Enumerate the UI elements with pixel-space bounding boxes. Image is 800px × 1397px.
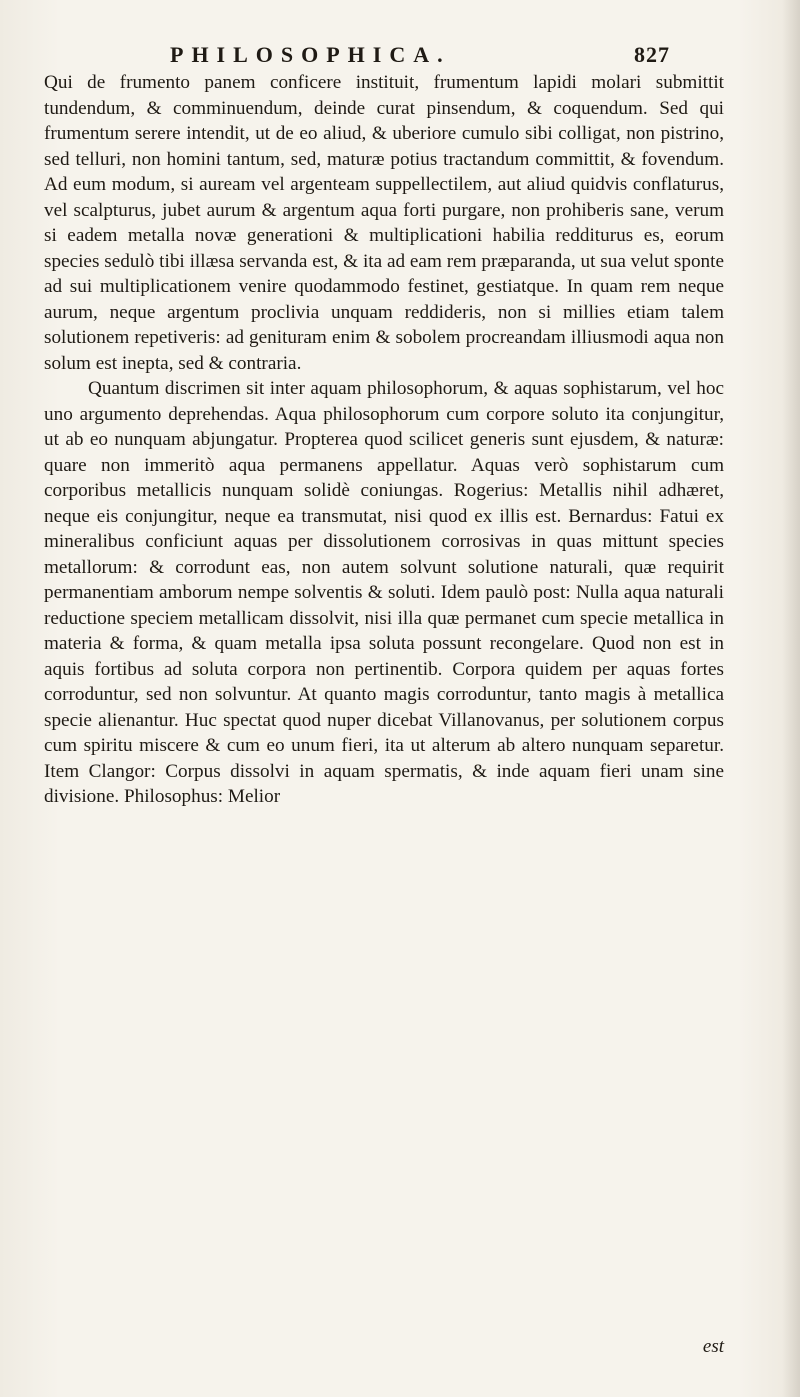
paragraph-2: Quantum discrimen sit inter aquam philosophorum, & aquas sophistarum, vel hoc uno argumento deprehendas. Aqua philosophorum cum corpore soluto ita conjungitur, ut ab eo nunquam abjungatur. Propterea quod scilicet generis sunt ejusdem, & naturæ: quare non immeritò aqua permanens appellatur. Aquas verò sophistarum cum corporibus metallicis nunquam solidè coniungas. Rogerius: Metallis nihil adhæret, neque eis conjungitur, neque ea transmutat, nisi quod ex illis est. Bernardus: Fatui ex mineralibus conficiunt aquas per dissolutionem corrosivas in quas mittunt species metallorum: & corrodunt eas, non autem solvunt solutione naturali, quæ requirit permanentiam amborum nempe solventis & soluti. Idem paulò post: Nulla aqua naturali reductione speciem metallicam dissolvit, nisi illa quæ permanet cum specie metallica in materia & forma, & quam metalla ipsa soluta possunt recongelare. Quod non est in aquis fortibus ad soluta corpora non pertinentib. Corpora quidem per aquas fortes corroduntur, sed non solvuntur. At quanto magis corroduntur, tanto magis à metallica specie alienantur. Huc spectat quod nuper dicebat Villanovanus, per solutionem corpus cum spiritu miscere & cum eo unum fieri, ita ut alterum ab altero nunquam separetur. Item Clangor: Corpus dissolvi in aquam spermatis, & inde aquam fieri unam sine divisione. Philosophus: Melior	[44, 378, 724, 807]
page-edge-shadow	[782, 0, 800, 1397]
page-number: 827	[634, 42, 670, 67]
catchword: est	[702, 1336, 724, 1357]
running-head-title: PHILOSOPHICA.	[170, 42, 451, 67]
body-text	[44, 70, 724, 810]
paragraph-1: Qui de frumento panem conficere instituit, frumentum lapidi molari submittit tundendum, & comminuendum, deinde curat pinsendum, & coquendum. Sed qui frumentum serere intendit, ut de eo aliud, & uberiore cumulo sibi colligat, non pistrino, sed telluri, non homini tantum, sed, maturæ potius tractandum committit, & fovendum. Ad eum modum, si auream vel argenteam suppellectilem, aut aliud quidvis conflaturus, vel scalpturus, jubet aurum & argentum aqua forti purgare, non prohiberis sane, verum si eadem metalla novæ generationi & multiplicationi habilia redditurus es, eorum species sedulò tibi illæsa servanda est, & ita ad eam rem præparanda, ut sua velut sponte ad sui multiplicationem venire quodammodo festinet, gestiatque. In quam rem neque aurum, neque argentum proclivia unquam reddideris, non si millies etiam talem solutionem repetiveris: ad genituram enim & sobolem procreandam illiusmodi aqua non solum est inepta, sed & contraria.	[44, 72, 724, 374]
